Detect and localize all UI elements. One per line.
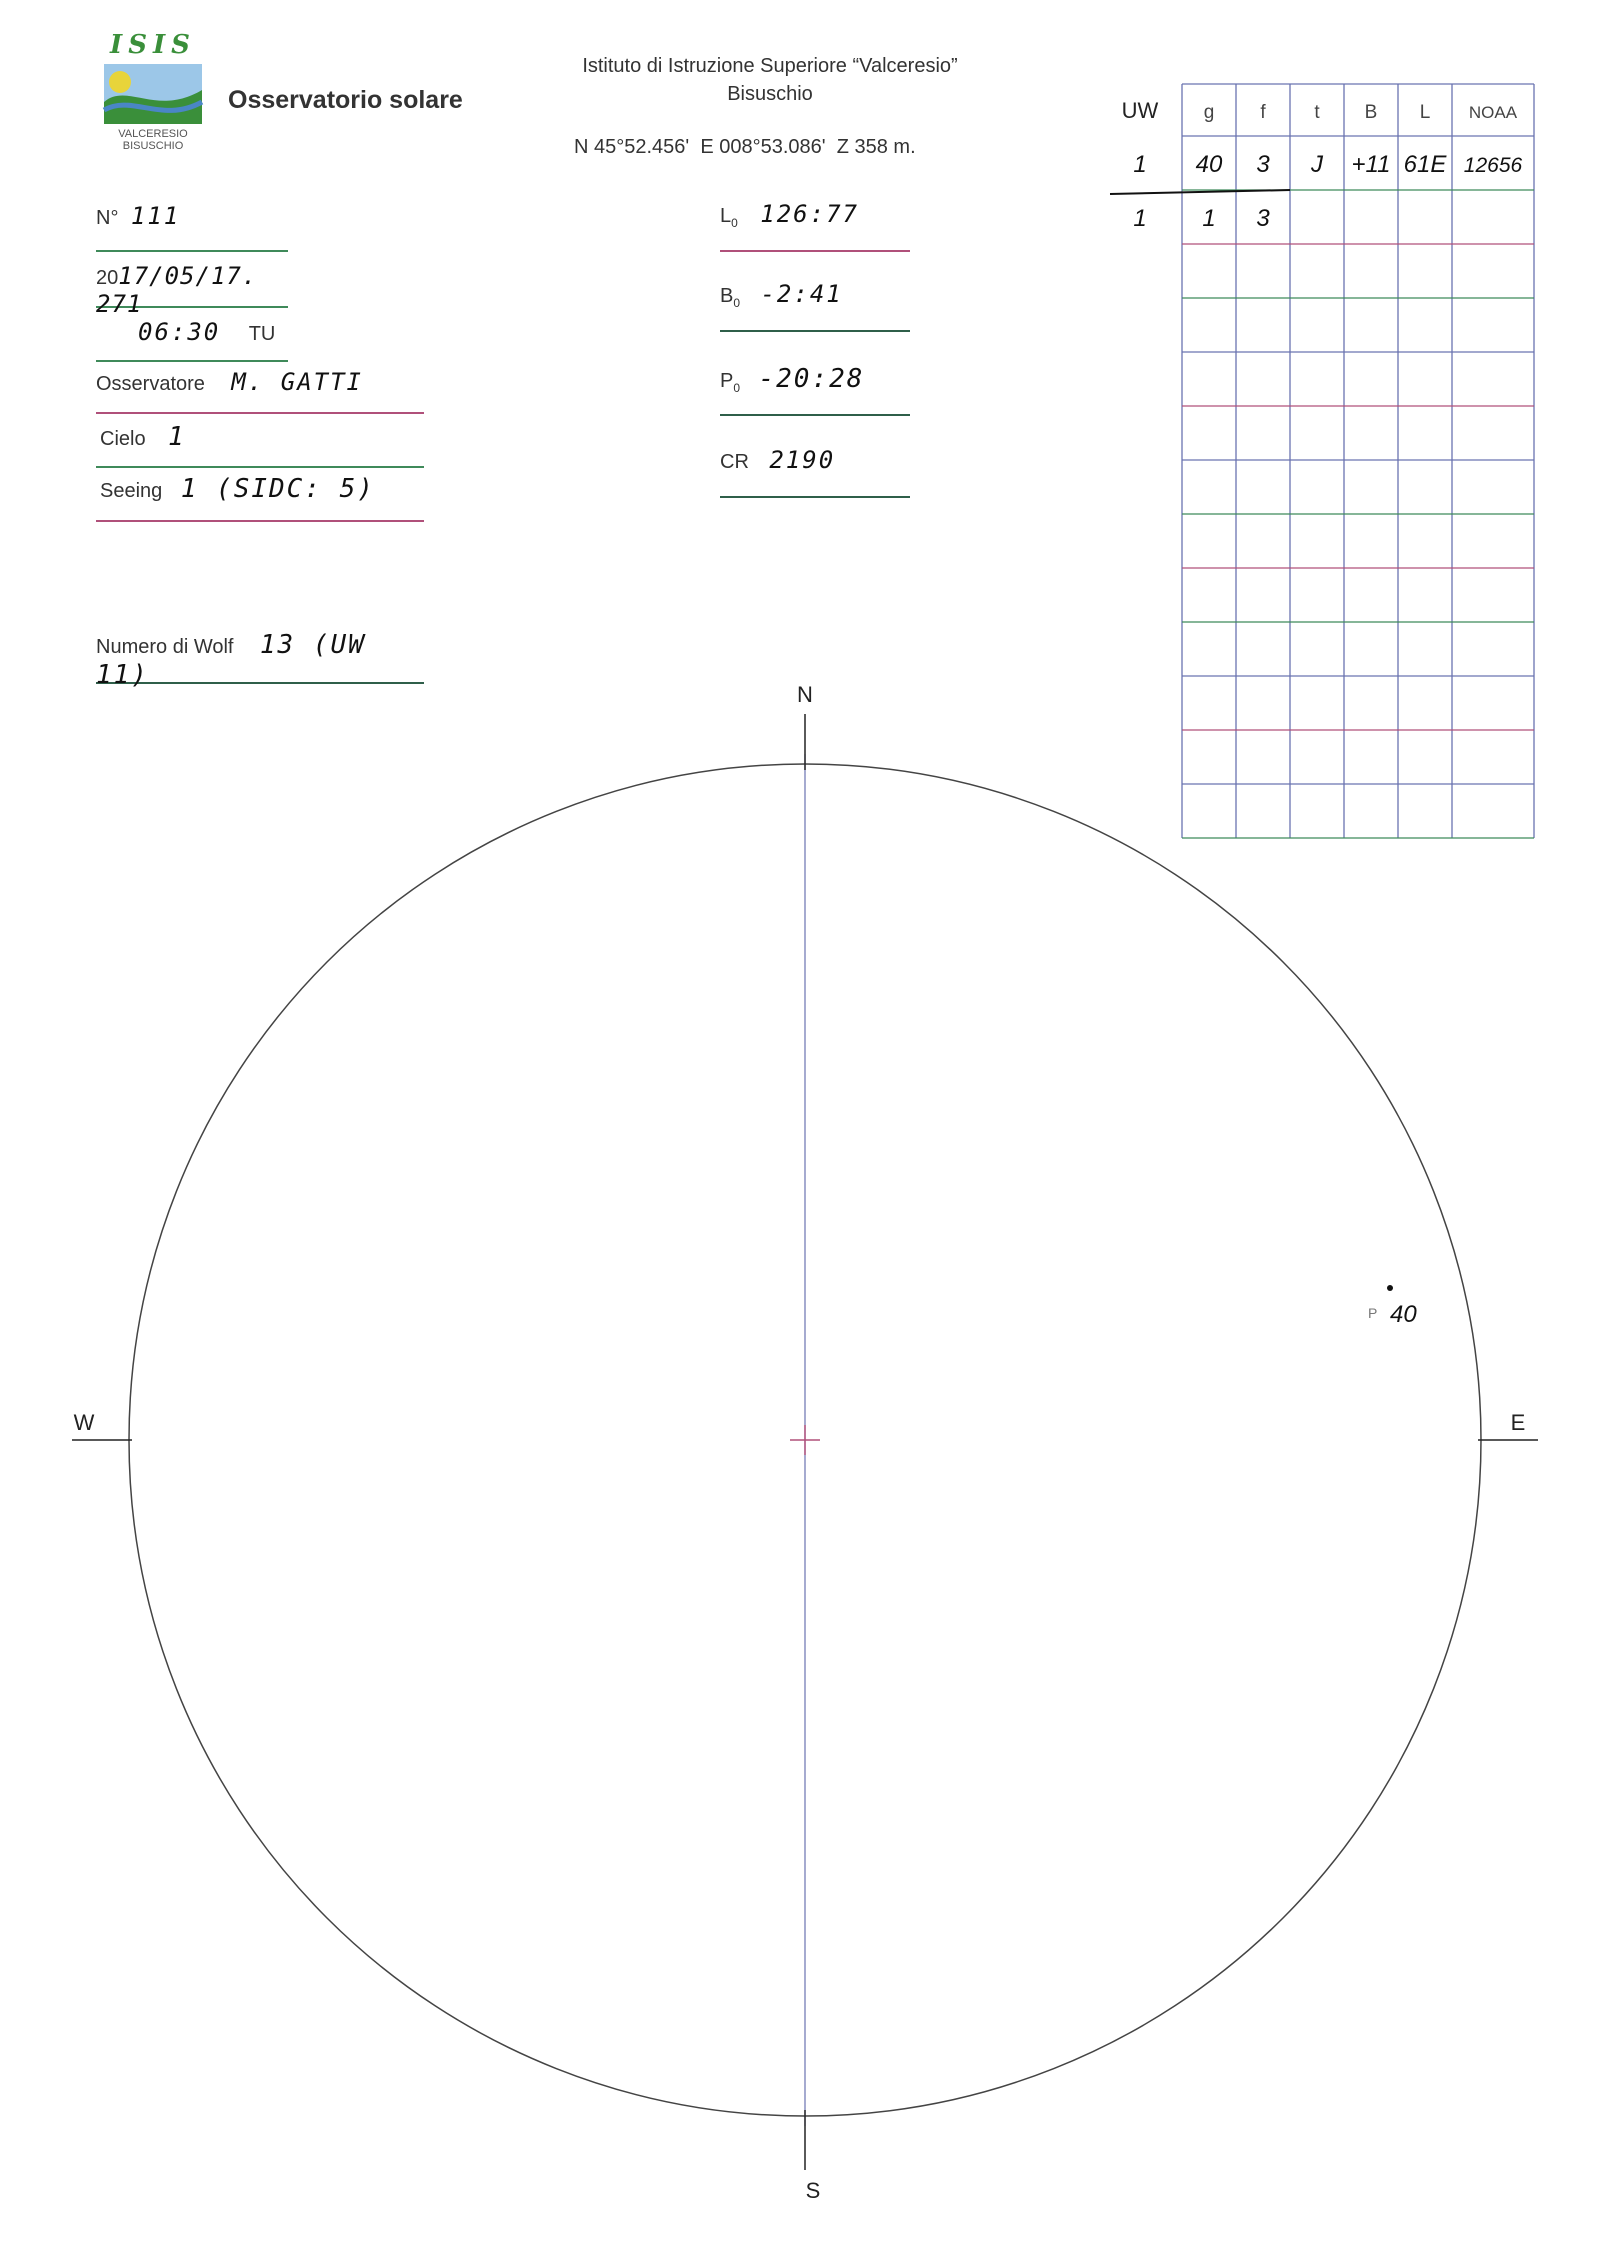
b0-label bbox=[720, 285, 741, 310]
date-prefix: 20 bbox=[96, 267, 119, 289]
cr-label: CR bbox=[720, 451, 749, 473]
l0-value: 126:77 bbox=[760, 200, 859, 228]
field-l0 bbox=[720, 200, 910, 252]
table-header-l: L bbox=[1419, 102, 1431, 123]
table-cell: 3 bbox=[1256, 205, 1270, 232]
l0-label-sub: 0 bbox=[731, 216, 738, 230]
p0-label-sub: 0 bbox=[733, 381, 741, 395]
b0-label-sub: 0 bbox=[733, 296, 741, 310]
seeing-value: 1 (SIDC: 5) bbox=[180, 474, 375, 504]
table-uw-cell: 1 bbox=[1133, 205, 1147, 232]
logo-caption-1: VALCERESIO bbox=[118, 128, 188, 140]
table-header-t: t bbox=[1314, 102, 1320, 123]
number-value: 111 bbox=[130, 202, 181, 230]
field-cr bbox=[720, 446, 910, 498]
b0-value: -2:41 bbox=[760, 280, 843, 308]
logo-word: ISIS bbox=[110, 30, 196, 60]
institute-line-1: Istituto di Istruzione Superiore “Valceresio” bbox=[582, 55, 958, 77]
table-header-uw: UW bbox=[1121, 98, 1159, 123]
observer-value: M. GATTI bbox=[231, 368, 363, 396]
time-value: 06:30 bbox=[138, 318, 221, 346]
table-cell: +11 bbox=[1351, 151, 1391, 178]
east-label: E bbox=[1510, 1410, 1526, 1435]
table-cell: 3 bbox=[1256, 151, 1270, 178]
field-p0 bbox=[720, 364, 910, 416]
sky-value: 1 bbox=[168, 422, 186, 452]
table-header-noaa: NOAA bbox=[1468, 103, 1518, 122]
field-date bbox=[96, 262, 288, 318]
west-label: W bbox=[73, 1410, 95, 1435]
institute-name bbox=[520, 52, 1020, 108]
wolf-label: Numero di Wolf bbox=[96, 636, 234, 658]
sky-label: Cielo bbox=[100, 428, 146, 450]
date-value: 17/05/17. 271 bbox=[96, 262, 258, 318]
field-seeing bbox=[96, 474, 424, 522]
table-cell: 40 bbox=[1195, 151, 1223, 178]
table-cell: 1 bbox=[1202, 205, 1216, 232]
logo-caption-2: BISUSCHIO bbox=[122, 140, 184, 152]
time-unit: TU bbox=[248, 323, 276, 345]
observatory-coordinates: N 45°52.456' E 008°53.086' Z 358 m. bbox=[574, 136, 916, 158]
solar-disk-diagram bbox=[60, 670, 1560, 2210]
north-label: N bbox=[797, 682, 813, 707]
number-label: N° bbox=[96, 207, 119, 229]
table-header-b: B bbox=[1364, 102, 1378, 123]
p0-label bbox=[720, 370, 741, 395]
table-header-f: f bbox=[1260, 102, 1266, 123]
institute-logo bbox=[98, 30, 208, 160]
sunspot-dot bbox=[1387, 1285, 1393, 1291]
l0-label bbox=[720, 205, 738, 230]
table-header-g: g bbox=[1203, 102, 1215, 123]
sunspot-group-label: 40 bbox=[1390, 1301, 1417, 1328]
cr-value: 2190 bbox=[769, 446, 836, 474]
table-cell: J bbox=[1311, 151, 1323, 178]
field-sky bbox=[96, 422, 424, 468]
b0-label-text: B bbox=[720, 285, 734, 307]
institute-line-2: Bisuschio bbox=[727, 83, 813, 105]
observer-label: Osservatore bbox=[96, 373, 205, 395]
field-observer bbox=[96, 368, 424, 414]
table-cell: 12656 bbox=[1463, 154, 1523, 177]
south-label: S bbox=[805, 2178, 821, 2203]
field-time bbox=[96, 318, 288, 362]
p0-value: -20:28 bbox=[758, 364, 865, 394]
observatory-title: Osservatorio solare bbox=[228, 86, 463, 114]
table-cell: 61E bbox=[1403, 151, 1447, 178]
l0-label-text: L bbox=[720, 205, 732, 227]
field-number bbox=[96, 202, 288, 252]
p0-label-text: P bbox=[720, 370, 734, 392]
wolf-value: 13 (UW 11) bbox=[96, 630, 366, 690]
sunspot-type-label: P bbox=[1368, 1305, 1378, 1321]
seeing-label: Seeing bbox=[100, 480, 163, 502]
table-uw-cell: 1 bbox=[1133, 151, 1147, 178]
logo-emblem-icon bbox=[102, 62, 204, 126]
field-b0 bbox=[720, 280, 910, 332]
